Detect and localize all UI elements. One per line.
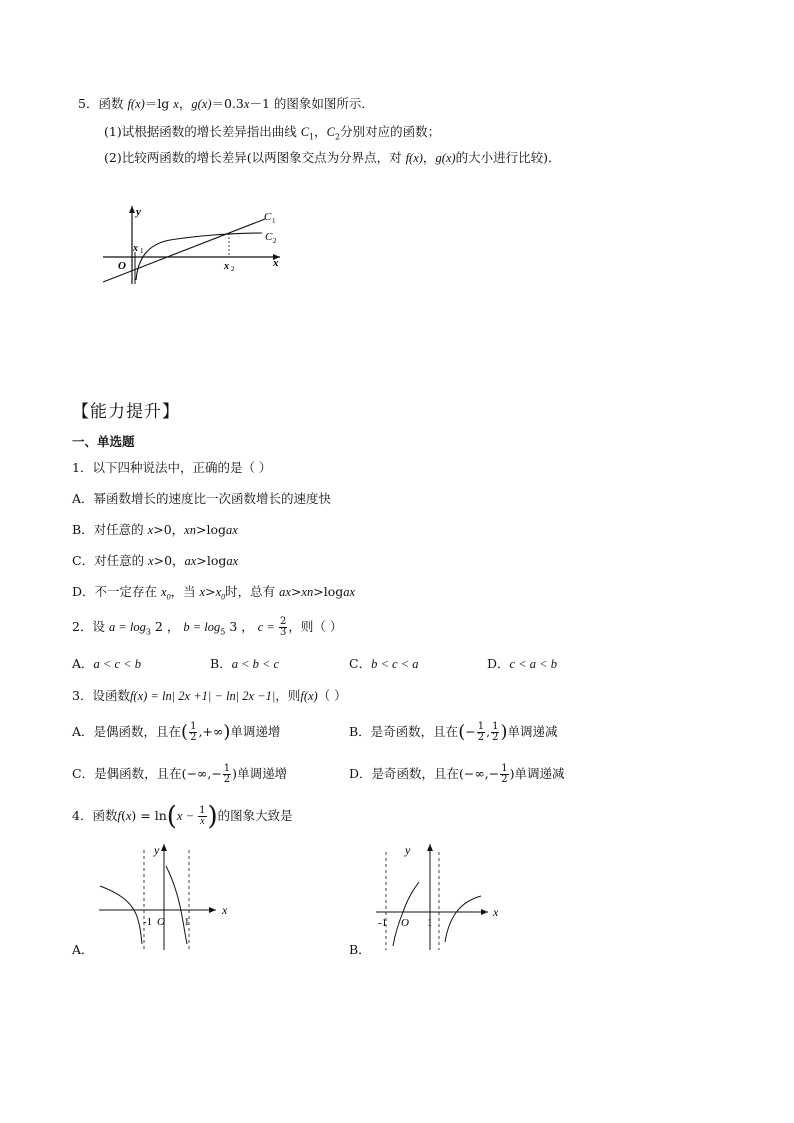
q4-graph-b <box>373 838 503 958</box>
q5-fig-x1-sub: 1 <box>140 247 144 255</box>
q4b-x-label: x <box>493 905 499 919</box>
q4b-y-label: y <box>405 843 411 857</box>
q3-stem: 3．设函数f(x) = ln| 2x +1| − ln| 2x −1|，则f(x)（ ） <box>72 688 347 703</box>
q5-fig-x1: x <box>133 243 138 254</box>
part-one-heading: 一、单选题 <box>72 434 135 449</box>
q2-option-a: A．a < c < b <box>72 656 141 671</box>
q3-option-d: D．是奇函数，且在(−∞,− $\frac{1}{2}$ )单调递减 <box>349 763 565 785</box>
q2-option-d: D．c < a < b <box>487 656 557 671</box>
q4a-neg1-label: -1 <box>143 916 153 928</box>
q5-fig-x2-sub: 2 <box>231 265 235 273</box>
q5-stem: 5．函数 f(x)＝lg x，g(x)＝0.3x－1 的图象如图所示． <box>78 96 374 111</box>
q5-fig-origin: O <box>118 260 126 272</box>
q2-option-b: B．a < b < c <box>210 656 280 671</box>
q3-option-c: C．是偶函数，且在(−∞,− $\frac{1}{2}$ )单调递增 <box>72 763 288 785</box>
q5-figure <box>100 200 290 290</box>
q1-option-b: B．对任意的 x>0，xn>logax <box>72 522 238 537</box>
q4b-origin-label: O <box>401 917 409 929</box>
q5-sub2: (2)比较两函数的增长差异(以两图象交点为分界点，对 f(x)，g(x)的大小进行比较)． <box>104 150 561 165</box>
q5-fig-y-label: y <box>136 206 141 218</box>
q1-stem: 1．以下四种说法中，正确的是（ ） <box>72 460 272 475</box>
q4-graph-a <box>96 838 236 958</box>
q4a-y-label: y <box>154 843 160 857</box>
q5-fig-c2: C <box>265 231 273 243</box>
q5-sub1: (1)试根据函数的增长差异指出曲线 $C_1$，$C_2$分别对应的函数； <box>104 124 441 142</box>
q3-option-a: A．是偶函数，且在( $\frac{1}{2}$ ,+∞)单调递增 <box>72 721 281 743</box>
q2-stem: 2．设 $a = \log_3 2$ ， $b = \log_5 3$ ， c = $\frac{2}{3}$ ，则（ ） <box>72 616 343 638</box>
q5-fig-c1: C <box>264 211 272 223</box>
q2-c-fraction: $\frac{2}{3}$ <box>279 616 287 638</box>
q5-fig-c2-sub: 2 <box>273 237 277 245</box>
section-title: 【能力提升】 <box>72 402 180 422</box>
q5-fig-x-label: x <box>273 257 279 269</box>
q2-option-c: C．b < c < a <box>349 656 419 671</box>
q1-option-d: D．不一定存在 $x_0$，当 $x>x_0$时，总有 ax>xn>logax <box>72 584 356 602</box>
q4b-one-label: 1 <box>427 917 433 929</box>
q4a-origin-label: O <box>157 916 165 928</box>
q4a-one-label: 1 <box>184 916 190 928</box>
q5-fig-x2: x <box>224 261 229 272</box>
q4-option-b-label: B． <box>349 942 371 957</box>
q3-option-b: B．是奇函数，且在(− $\frac{1}{2}$ , $\frac{1}{2}$ )单调递减 <box>349 721 558 743</box>
q4-option-a-label: A． <box>72 942 94 957</box>
q1-option-c: C．对任意的 x>0，ax>logax <box>72 553 239 568</box>
q1-option-a: A．幂函数增长的速度比一次函数增长的速度快 <box>72 491 332 506</box>
q4b-neg1-label: -1 <box>378 917 388 929</box>
q4a-x-label: x <box>222 903 228 917</box>
q4-stem: 4．函数f(x) = ln(x − $\frac{1}{x}$ )的图象大致是 <box>72 801 293 832</box>
q5-fig-c1-sub: 1 <box>272 217 276 225</box>
